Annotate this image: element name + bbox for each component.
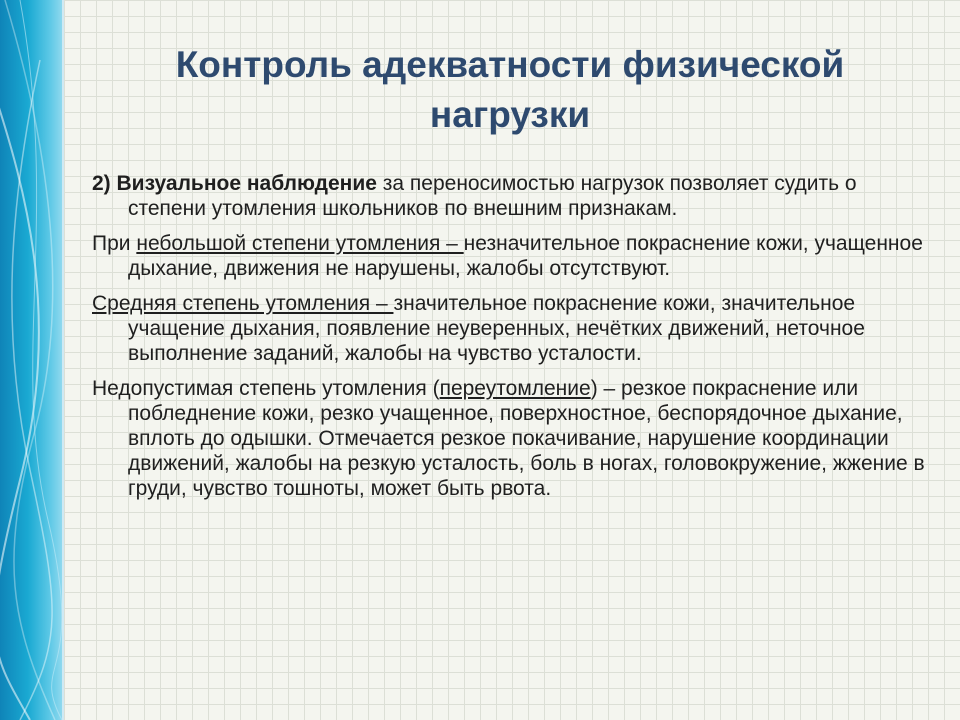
paragraph-mild-fatigue [92,231,932,281]
slide-title-line-2: нагрузки [429,94,591,135]
slide-body [92,171,932,511]
slide-title [90,40,930,140]
paragraph-underlined-term: переутомление [439,377,591,400]
paragraph-overfatigue [92,376,932,501]
paragraph-visual-observation [92,171,932,221]
paragraph-moderate-fatigue [92,291,932,366]
paragraph-prefix: При [92,232,137,255]
slide-title-line-1: Контроль адекватности физической [175,44,845,85]
paragraph-text: за переносимостью нагрузок позволяет судить о степени утомления школьников по внешним признакам. [128,172,857,220]
decorative-side-band [0,0,62,720]
paragraph-lead-bold: 2) Визуальное наблюдение [92,172,377,195]
decorative-swoosh-lines [0,0,62,720]
paragraph-underlined-term: Средняя степень утомления – [92,292,394,315]
paragraph-prefix: Недопустимая степень утомления ( [92,377,440,400]
paragraph-text: значительное покраснение кожи, значительное учащение дыхания, появление неуверенных, нечётких движений, неточное выполнение заданий, жалобы на чувство усталости. [128,292,865,365]
paragraph-text: ) – резкое покраснение или побледнение кожи, резко учащенное, поверхностное, беспорядочное дыхание, вплоть до одышки. Отмечается резкое покачивание, нарушение координации движений, жалобы на резкую усталость, боль в ногах, головокружение, жжение в груди, чувство тошноты, может быть рвота. [128,377,925,500]
side-band-edge [62,0,64,720]
paragraph-text: незначительное покраснение кожи, учащенное дыхание, движения не нарушены, жалобы отсутствуют. [128,232,923,280]
paragraph-underlined-term: небольшой степени утомления – [136,232,464,255]
